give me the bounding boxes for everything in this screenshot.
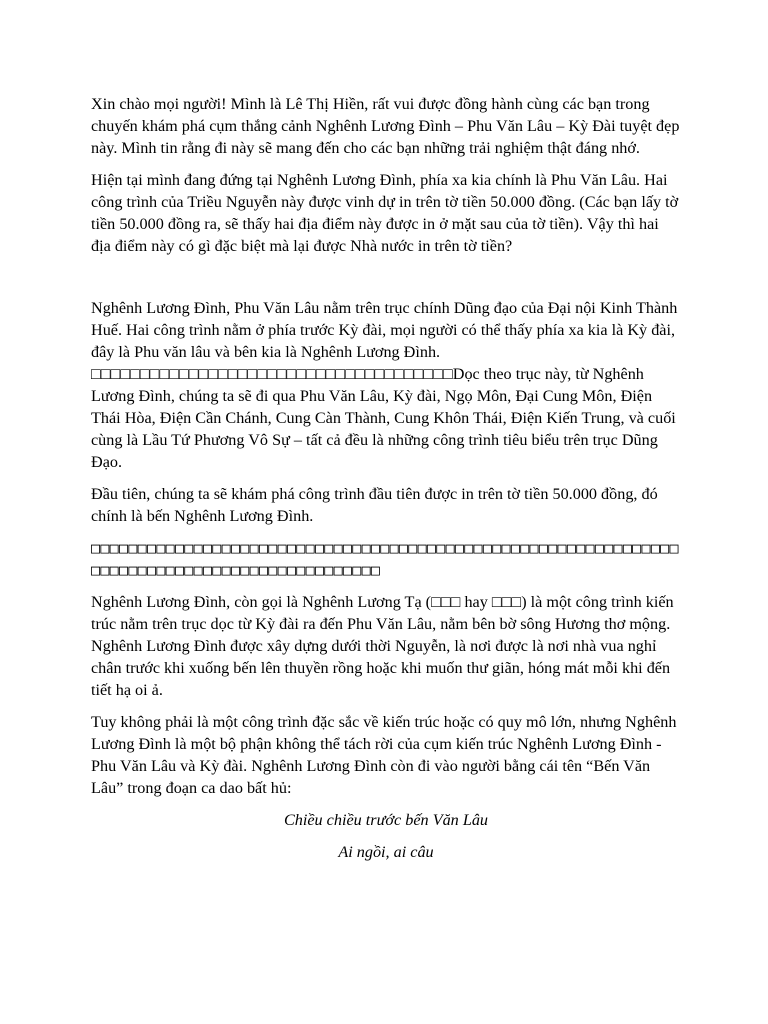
paragraph-gap — [91, 267, 681, 297]
verse-line-1: Chiều chiều trước bến Văn Lâu — [283, 811, 489, 829]
document-page — [91, 93, 681, 873]
axis-paragraph: Nghênh Lương Đình, Phu Văn Lâu nằm trên trục chính Dũng đạo của Đại nội Kinh Thành Huế. Hai công trình nằm ở phía trước Kỳ đài, mọi người có thể thấy phía xa kia là Kỳ đài, đây là Phu văn lâu và bên kia là Nghênh Lương Đình. □□□□□□□□□□□□□□□□□□□□□□□□□□□□□□□□□□□□□Dọc theo trục này, từ Nghênh Lương Đình, chúng ta sẽ đi qua Phu Văn Lâu, Kỳ đài, Ngọ Môn, Đại Cung Môn, Điện Thái Hòa, Điện Cần Chánh, Cung Càn Thành, Cung Khôn Thái, Điện Kiến Trung, và cuối cùng là Lầu Tứ Phương Vô Sự – tất cả đều là những công trình tiêu biểu trên trục Dũng Đạo. — [91, 299, 678, 471]
verse-line-2: Ai ngồi, ai câu — [338, 843, 434, 861]
intro-paragraph: Xin chào mọi người! Mình là Lê Thị Hiền, rất vui được đồng hành cùng các bạn trong chuyến khám phá cụm thắng cảnh Nghênh Lương Đình – Phu Văn Lâu – Kỳ Đài tuyệt đẹp này. Mình tin rằng đi này sẽ mang đến cho các bạn những trải nghiệm thật đáng nhớ. — [91, 95, 680, 157]
folk-verse-intro-paragraph: Tuy không phải là một công trình đặc sắc về kiến trúc hoặc có quy mô lớn, nhưng Nghênh Lương Đình là một bộ phận không thể tách rời của cụm kiến trúc Nghênh Lương Đình - Phu Văn Lâu và Kỳ đài. Nghênh Lương Đình còn đi vào người bằng cái tên “Bến Văn Lâu” trong đoạn ca dao bất hủ: — [91, 713, 677, 797]
nghenh-luong-dinh-paragraph: Nghênh Lương Đình, còn gọi là Nghênh Lương Tạ (□□□ hay □□□) là một công trình kiến trúc nằm trên trục dọc từ Kỳ đài ra đến Phu Văn Lâu, nằm bên bờ sông Hương thơ mộng. Nghênh Lương Đình được xây dựng dưới thời Nguyễn, là nơi được là nơi nhà vua nghỉ chân trước khi xuống bến lên thuyền rồng hoặc khi muốn thư giãn, hóng mát mỗi khi đến tiết hạ oi ả. — [91, 593, 674, 699]
first-site-paragraph: Đầu tiên, chúng ta sẽ khám phá công trình đầu tiên được in trên tờ tiền 50.000 đồng, đó chính là bến Nghênh Lương Đình. — [91, 485, 658, 525]
missing-glyph-paragraph: □□□□□□□□□□□□□□□□□□□□□□□□□□□□□□□□□□□□□□□□□□□□□□□□□□□□□□□□□□□□□□□□□□□□□□□□□□□□□□□□□□□□□□□□□□□□□□ — [91, 539, 679, 579]
location-paragraph: Hiện tại mình đang đứng tại Nghênh Lương Đình, phía xa kia chính là Phu Văn Lâu. Hai công trình của Triều Nguyễn này được vinh dự in trên tờ tiền 50.000 đồng. (Các bạn lấy tờ tiền 50.000 đồng ra, sẽ thấy hai địa điểm này được in ở mặt sau của tờ tiền). Vậy thì hai địa điểm này có gì đặc biệt mà lại được Nhà nước in trên tờ tiền? — [91, 171, 679, 255]
